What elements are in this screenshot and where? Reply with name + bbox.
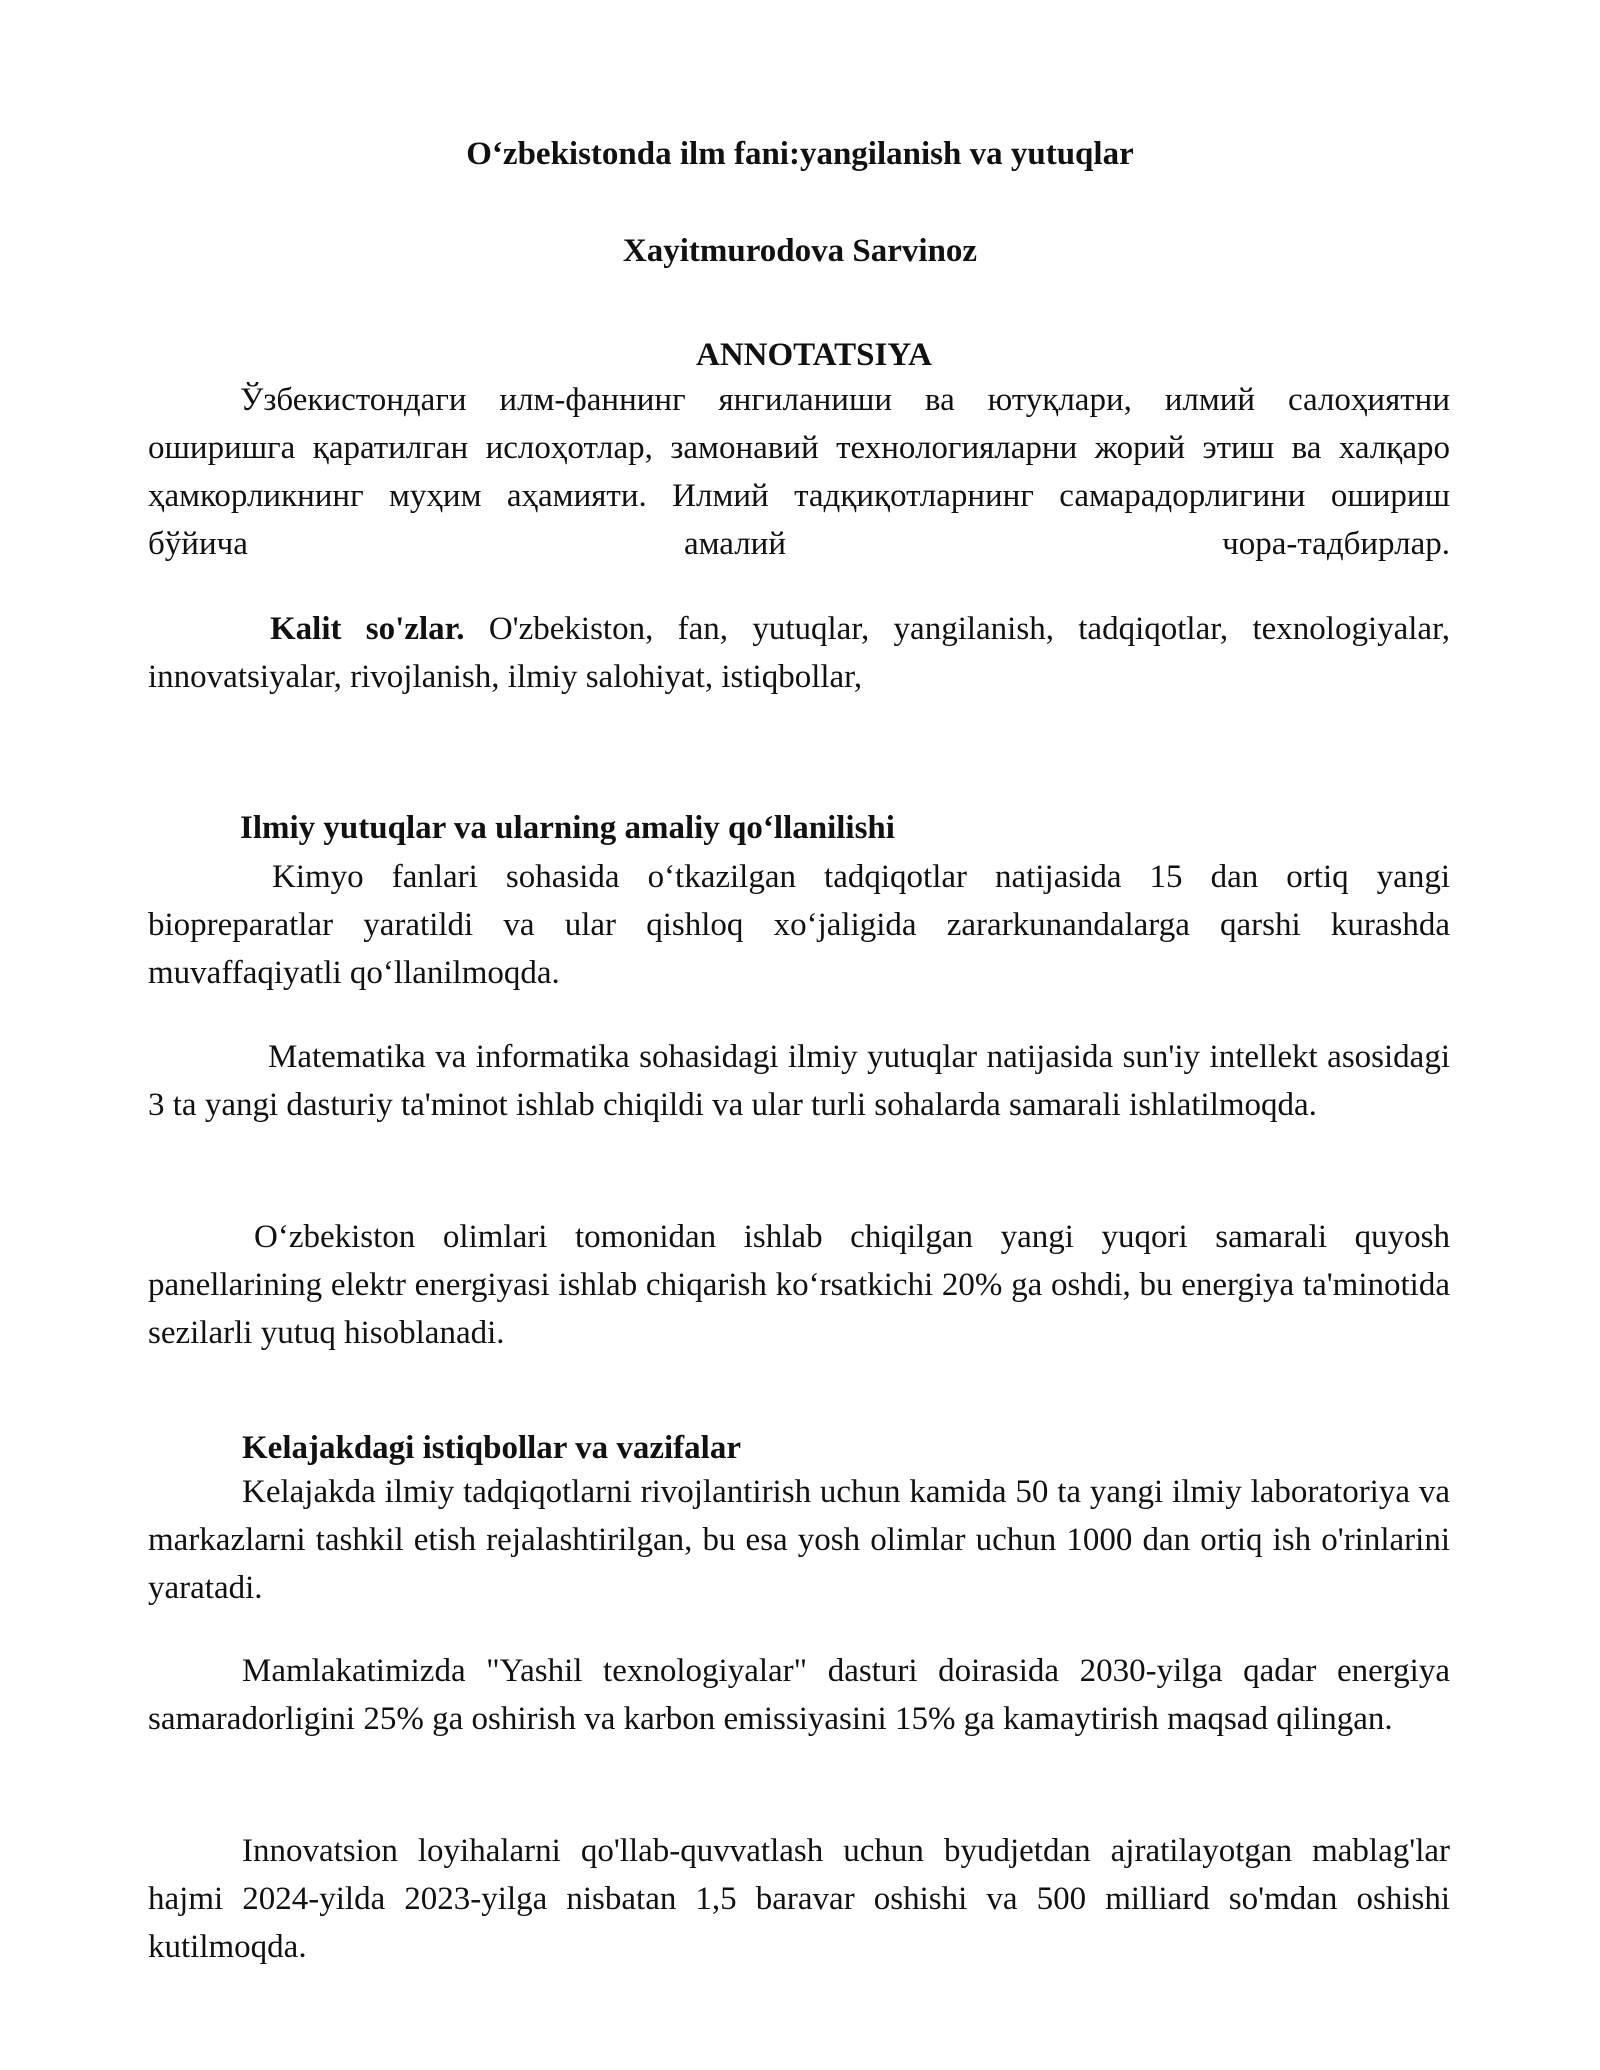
keywords-label: Kalit so'zlar. bbox=[270, 611, 465, 647]
section-heading-prospects: Kelajakdagi istiqbollar va vazifalar bbox=[242, 1430, 741, 1466]
section2-paragraph-2: Mamlakatimizda "Yashil texnologiyalar" dasturi doirasida 2030-yilga qadar energiya samaradorligini 25% ga oshirish va karbon emissiyasini 15% ga kamaytirish maqsad qilingan. bbox=[148, 1653, 1450, 1737]
section1-paragraph-1: Kimyo fanlari sohasida o‘tkazilgan tadqiqotlar natijasida 15 dan ortiq yangi biopreparatlar yaratildi va ular qishloq xo‘jaligida zararkunandalarga qarshi kurashda muvaffaqiyatli qo‘llanilmoqda. bbox=[148, 859, 1450, 991]
keywords-text: O'zbekiston, fan, yutuqlar, yangilanish, tadqiqotlar, texnologiyalar, innovatsiyalar, rivojlanish, ilmiy salohiyat, istiqbollar, bbox=[148, 611, 1450, 695]
section1-paragraph-3: O‘zbekiston olimlari tomonidan ishlab chiqilgan yangi yuqori samarali quyosh panellarining elektr energiyasi ishlab chiqarish ko‘rsatkichi 20% ga oshdi, bu energiya ta'minotida sezilarli yutuq hisoblanadi. bbox=[148, 1219, 1450, 1351]
keywords-paragraph bbox=[148, 605, 1450, 701]
abstract-heading: ANNOTATSIYA bbox=[696, 337, 932, 373]
section2-paragraph-3: Innovatsion loyihalarni qo'llab-quvvatlash uchun byudjetdan ajratilayotgan mablag'lar hajmi 2024-yilda 2023-yilga nisbatan 1,5 baravar oshishi va 500 milliard so'mdan oshishi kutilmoqda. bbox=[148, 1833, 1450, 1965]
section2-paragraph-1: Kelajakda ilmiy tadqiqotlarni rivojlantirish uchun kamida 50 ta yangi ilmiy laboratoriya va markazlarni tashkil etish rejalashtirilgan, bu esa yosh olimlar uchun 1000 dan ortiq ish o'rinlarini yaratadi. bbox=[148, 1474, 1450, 1606]
section1-paragraph-2: Matematika va informatika sohasidagi ilmiy yutuqlar natijasida sun'iy intellekt asosidagi 3 ta yangi dasturiy ta'minot ishlab chiqildi va ular turli sohalarda samarali ishlatilmoqda. bbox=[148, 1039, 1450, 1123]
section-heading-achievements: Ilmiy yutuqlar va ularning amaliy qo‘llanilishi bbox=[240, 810, 895, 846]
paper-title: O‘zbekistonda ilm fani:yangilanish va yutuqlar bbox=[466, 136, 1134, 172]
author-name: Xayitmurodova Sarvinoz bbox=[622, 233, 978, 269]
abstract-text: Ўзбекистондаги илм-фаннинг янгиланиши ва ютуқлари, илмий салоҳиятни оширишга қаратилган ислоҳотлар, замонавий технологияларни жорий этиш ва халқаро ҳамкорликнинг муҳим аҳамияти. Илмий тадқиқотларнинг самарадорлигини ошириш бўйича амалий чора-тадбирлар. bbox=[148, 382, 1450, 562]
